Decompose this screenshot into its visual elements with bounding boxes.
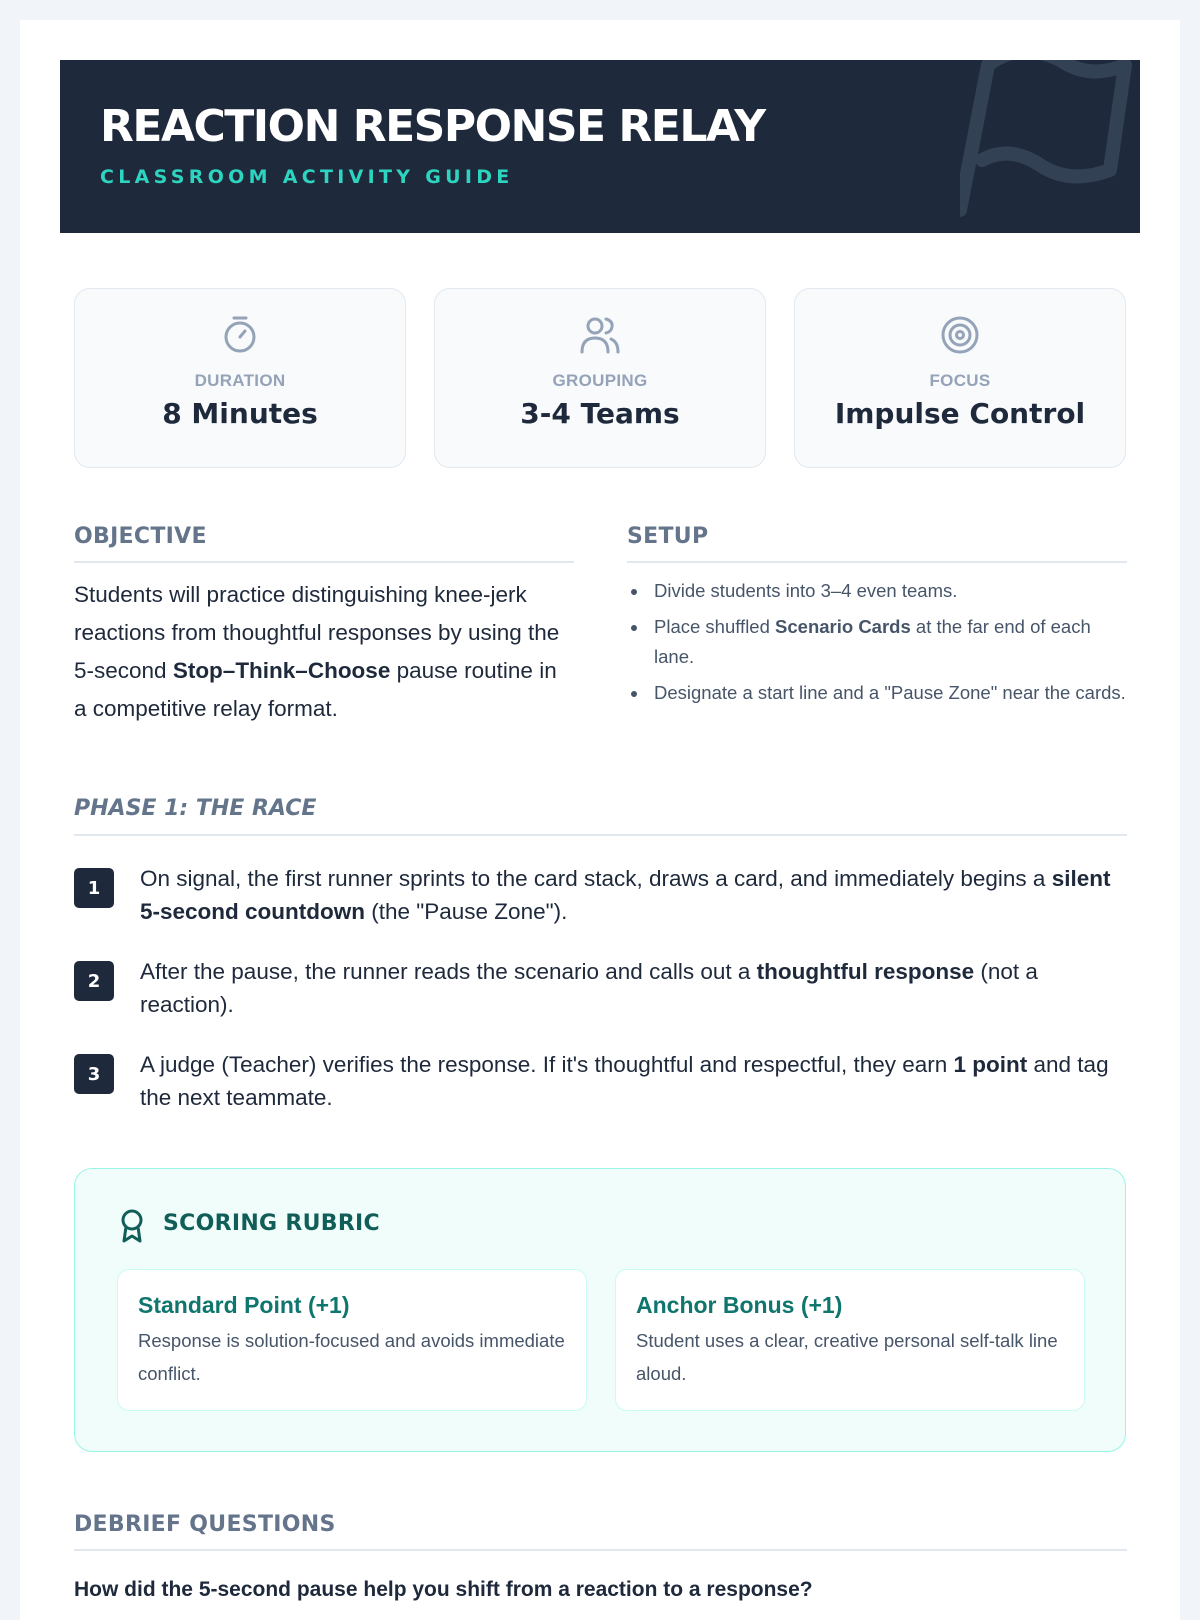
rubric-heading: SCORING RUBRIC bbox=[163, 1211, 380, 1236]
step-text-part: After the pause, the runner reads the scenario and calls out a bbox=[140, 959, 757, 984]
stat-label: GROUPING bbox=[552, 371, 648, 390]
phase-heading: PHASE 1: THE RACE bbox=[74, 796, 317, 821]
list-item-bold: Scenario Cards bbox=[775, 616, 911, 637]
stat-value: Impulse Control bbox=[834, 397, 1086, 430]
rubric-card-title: Anchor Bonus (+1) bbox=[636, 1292, 843, 1318]
step-text-bold: 1 point bbox=[953, 1052, 1028, 1077]
list-item bbox=[627, 576, 1127, 606]
objective-divider bbox=[74, 561, 574, 563]
step-text bbox=[140, 955, 1130, 1021]
list-item-text: Designate a start line and a "Pause Zone" near the cards. bbox=[654, 682, 1126, 703]
stat-card-focus bbox=[794, 288, 1126, 468]
stat-label: FOCUS bbox=[929, 371, 991, 390]
users-icon bbox=[435, 315, 765, 355]
stat-card-duration bbox=[74, 288, 406, 468]
step-text-part: A judge (Teacher) verifies the response. If it's thoughtful and respectful, they earn bbox=[140, 1052, 954, 1077]
step-text bbox=[140, 862, 1130, 928]
debrief-question: How did the 5-second pause help you shift from a reaction to a response? bbox=[74, 1578, 813, 1601]
objective-text-bold: Stop–Think–Choose bbox=[172, 658, 391, 683]
objective-text bbox=[74, 576, 574, 728]
rubric-card-desc: Response is solution-focused and avoids immediate conflict. bbox=[138, 1330, 565, 1384]
step-text-bold: silent 5-second countdown bbox=[140, 866, 1111, 924]
page-title: REACTION RESPONSE RELAY bbox=[100, 101, 765, 152]
step-number-badge: 1 bbox=[74, 868, 114, 908]
list-item-text: Place shuffled bbox=[654, 616, 776, 637]
stopwatch-icon bbox=[75, 315, 405, 355]
debrief-heading: DEBRIEF QUESTIONS bbox=[74, 1512, 336, 1537]
stat-card-grouping bbox=[434, 288, 766, 468]
award-ribbon-icon bbox=[119, 1209, 145, 1243]
debrief-divider bbox=[74, 1549, 1127, 1551]
target-icon bbox=[795, 315, 1125, 355]
setup-heading: SETUP bbox=[627, 524, 709, 549]
objective-text-part: Students will practice distinguishing knee-jerk reactions from thoughtful responses by using the 5-second bbox=[74, 582, 560, 683]
rubric-card-title: Standard Point (+1) bbox=[138, 1292, 350, 1318]
rubric-card-standard bbox=[117, 1269, 587, 1411]
objective-text-part: pause routine in a competitive relay format. bbox=[74, 658, 557, 721]
step-text-part: and tag the next teammate. bbox=[140, 1052, 1109, 1110]
step-text-part: On signal, the first runner sprints to the card stack, draws a card, and immediately begins a bbox=[140, 866, 1052, 891]
phase-divider bbox=[74, 834, 1127, 836]
list-item-text: Divide students into 3–4 even teams. bbox=[654, 580, 958, 601]
rubric-card-desc: Student uses a clear, creative personal self-talk line aloud. bbox=[636, 1330, 1058, 1384]
list-item-text: at the far end of each lane. bbox=[654, 616, 1091, 667]
header-banner bbox=[60, 60, 1140, 233]
step-text bbox=[140, 1048, 1130, 1114]
step-text-bold: thoughtful response bbox=[756, 959, 975, 984]
page-subtitle: CLASSROOM ACTIVITY GUIDE bbox=[100, 166, 514, 188]
stat-value: 3-4 Teams bbox=[520, 397, 680, 430]
stat-value: 8 Minutes bbox=[162, 397, 318, 430]
rubric-card-anchor bbox=[615, 1269, 1085, 1411]
flag-icon bbox=[960, 60, 1140, 233]
step-text-part: (the "Pause Zone"). bbox=[365, 899, 568, 924]
step-number-badge: 3 bbox=[74, 1054, 114, 1094]
step-text-part: (not a reaction). bbox=[140, 959, 1038, 1017]
objective-heading: OBJECTIVE bbox=[74, 524, 207, 549]
list-item bbox=[627, 678, 1127, 708]
setup-divider bbox=[627, 561, 1127, 563]
step-number-badge: 2 bbox=[74, 961, 114, 1001]
setup-list bbox=[627, 576, 1127, 714]
stat-label: DURATION bbox=[194, 371, 286, 390]
list-item bbox=[627, 612, 1127, 672]
scoring-rubric bbox=[74, 1168, 1126, 1452]
